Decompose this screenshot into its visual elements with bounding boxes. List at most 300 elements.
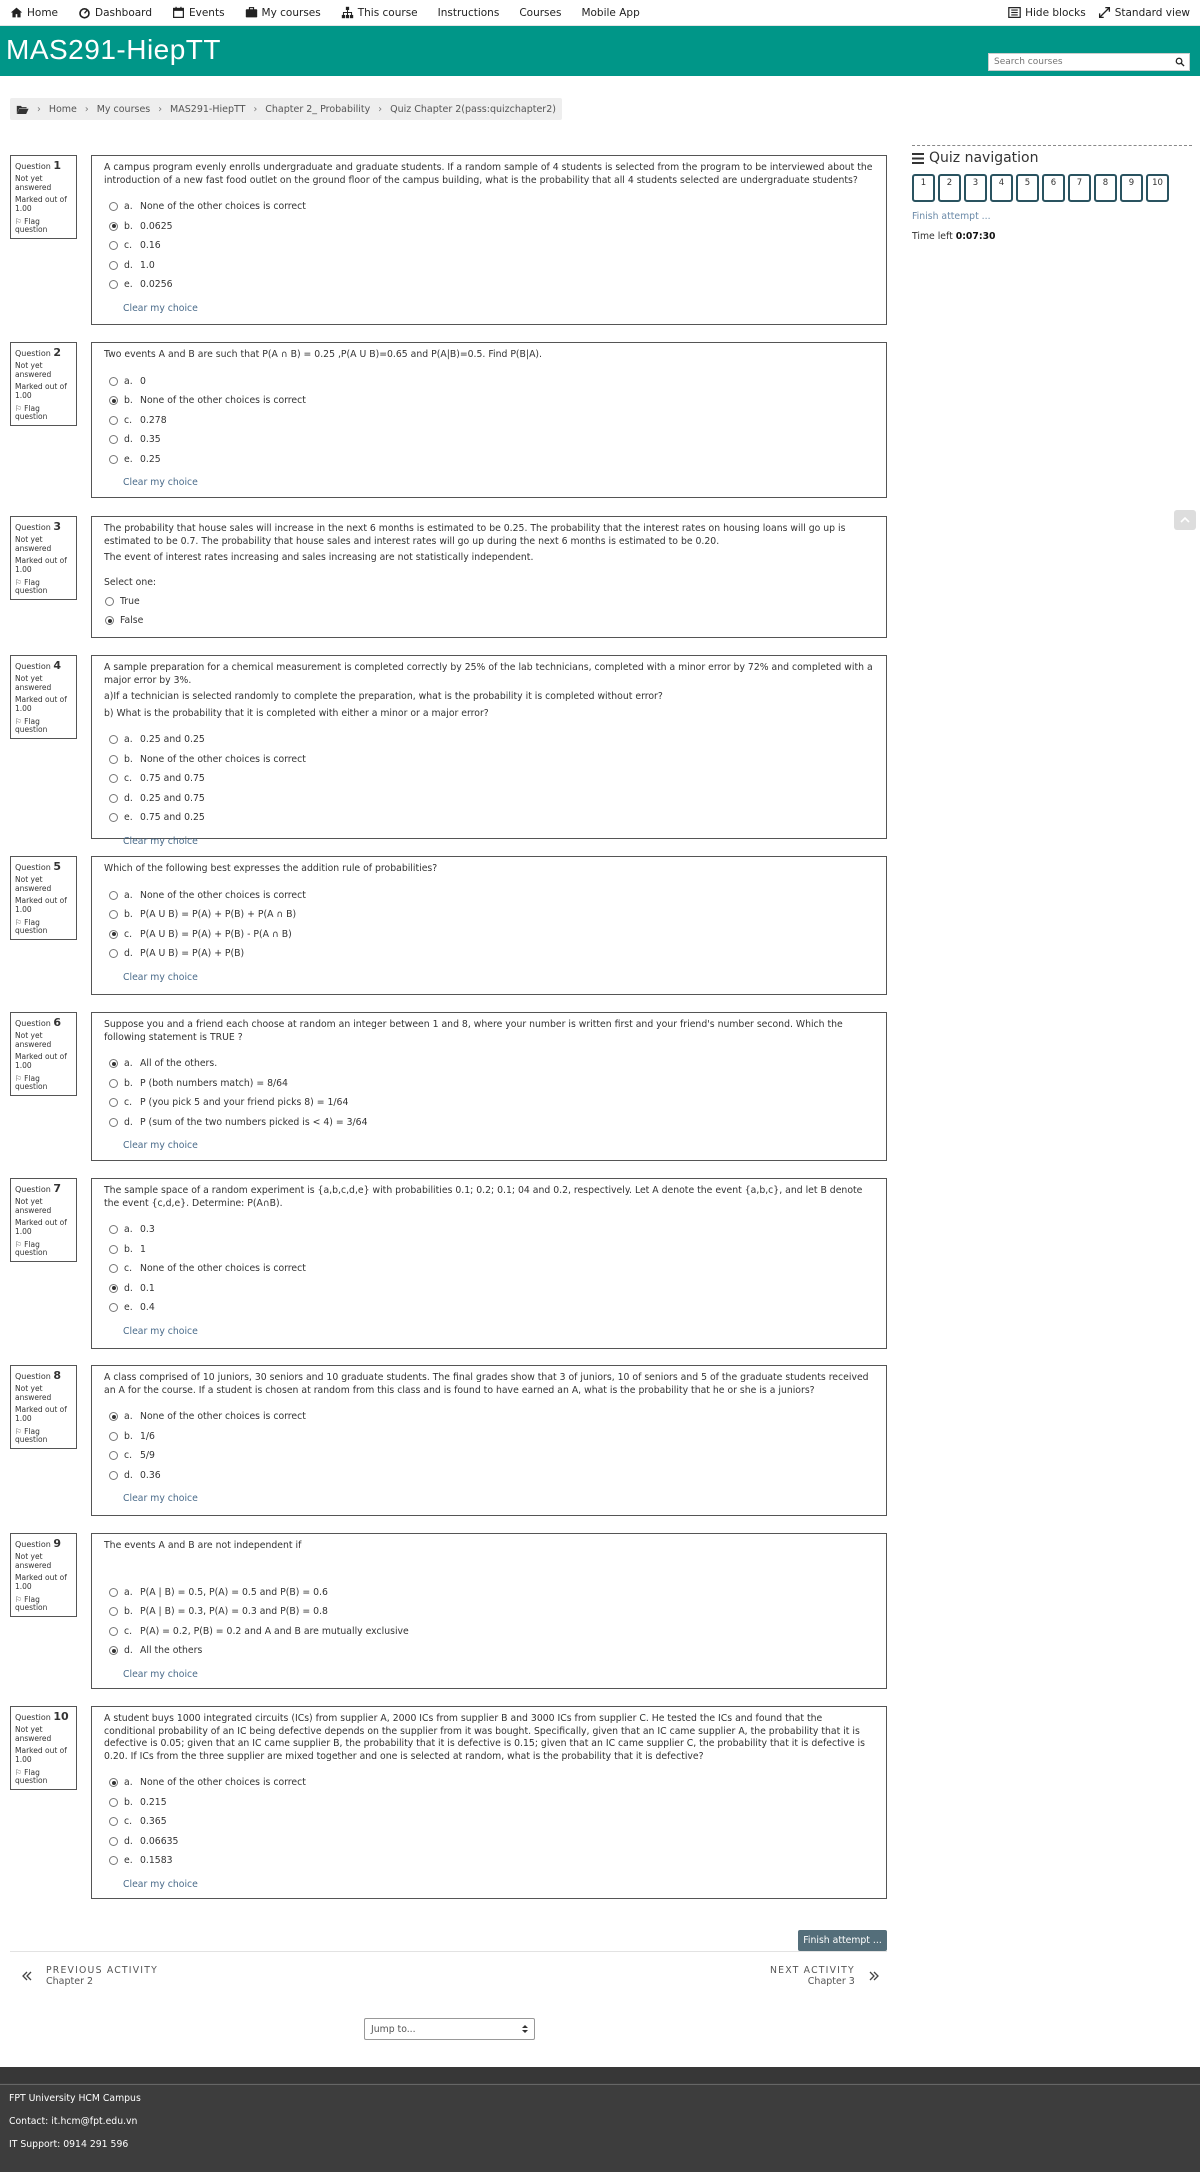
quiz-nav-buttons xyxy=(912,174,1192,202)
answer-list xyxy=(104,1220,874,1318)
answer-option[interactable] xyxy=(104,1832,874,1852)
question-text: A class comprised of 10 juniors, 30 seniors and 10 graduate students. The final grades show that 3 of juniors, 10 of seniors and 5 of the graduate students received an A for the course. If a student is chosen at random from this class and is found to have earned an A, what is the probability that he or she is a juniors? xyxy=(104,1372,869,1396)
radio-unchecked[interactable] xyxy=(109,1798,118,1807)
answer-text: P(A U B) = P(A) + P(B) - P(A ∩ B) xyxy=(140,928,292,940)
question-text: The sample space of a random experiment is {a,b,c,d,e} with probabilities 0.1; 0.2; 0.1; 04 and 0.2, respectively. Let A denote the event {a,b,c}, and let B denote the event {c,d,e}. Determine: P(A∩B). xyxy=(104,1185,863,1209)
answer-option[interactable] xyxy=(104,450,874,470)
answer-option[interactable] xyxy=(104,808,874,828)
previous-activity-link[interactable] xyxy=(22,1965,158,1987)
answer-text: True xyxy=(120,595,140,607)
question-1 xyxy=(10,155,887,325)
question-state: Not yet answered xyxy=(15,1552,52,1570)
answer-letter: e. xyxy=(124,453,133,465)
radio-unchecked[interactable] xyxy=(109,416,118,425)
answer-text: 0.75 and 0.75 xyxy=(140,773,205,785)
nav-events[interactable]: Events xyxy=(172,6,225,19)
radio-unchecked[interactable] xyxy=(109,794,118,803)
quiz-nav-question-9[interactable]: 9 xyxy=(1120,174,1143,202)
answer-list xyxy=(104,730,874,828)
previous-activity-label: PREVIOUS ACTIVITY xyxy=(46,1965,158,1976)
question-number: Question 7 xyxy=(15,1182,61,1195)
question-grade: Marked out of 1.00 xyxy=(15,896,67,914)
question-content xyxy=(91,1706,887,1899)
question-7 xyxy=(10,1178,887,1349)
answer-option[interactable] xyxy=(104,391,874,411)
answer-option[interactable] xyxy=(104,789,874,809)
quiz-nav-question-6[interactable]: 6 xyxy=(1042,174,1065,202)
radio-unchecked[interactable] xyxy=(109,735,118,744)
next-activity-label: NEXT ACTIVITY xyxy=(770,1965,855,1976)
question-info xyxy=(10,1533,77,1617)
double-chevron-left-icon xyxy=(22,1971,32,1981)
radio-unchecked[interactable] xyxy=(109,1607,118,1616)
radio-unchecked[interactable] xyxy=(109,377,118,386)
answer-letter: a. xyxy=(124,1058,133,1070)
answer-option[interactable] xyxy=(104,1054,874,1074)
question-state: Not yet answered xyxy=(15,674,52,692)
breadcrumb-separator: › xyxy=(378,103,383,115)
answer-letter: b. xyxy=(124,395,133,407)
clear-choice-link[interactable]: Clear my choice xyxy=(123,971,198,983)
question-state: Not yet answered xyxy=(15,1031,52,1049)
standard-view-button[interactable]: Standard view xyxy=(1098,6,1190,19)
breadcrumb-quiz[interactable]: Quiz Chapter 2(pass:quizchapter2) xyxy=(390,103,556,115)
radio-unchecked[interactable] xyxy=(109,455,118,464)
answer-text: P (sum of the two numbers picked is < 4) = 3/64 xyxy=(140,1116,368,1128)
answer-option[interactable] xyxy=(104,372,874,392)
radio-checked[interactable] xyxy=(109,1412,118,1421)
question-grade: Marked out of 1.00 xyxy=(15,195,67,213)
answer-letter: b. xyxy=(124,220,133,232)
answer-text: 0.278 xyxy=(140,414,167,426)
answer-text: P (both numbers match) = 8/64 xyxy=(140,1077,288,1089)
hide-blocks-button[interactable]: Hide blocks xyxy=(1008,6,1086,19)
answer-option[interactable] xyxy=(104,611,874,631)
question-2 xyxy=(10,342,887,498)
answer-text: 0.06635 xyxy=(140,1835,179,1847)
answer-text: P(A U B) = P(A) + P(B) + P(A ∩ B) xyxy=(140,909,297,921)
answer-option[interactable] xyxy=(104,1812,874,1832)
answer-option[interactable] xyxy=(104,1220,874,1240)
answer-letter: e. xyxy=(124,279,133,291)
answer-letter: c. xyxy=(124,1263,133,1275)
answer-letter: b. xyxy=(124,1606,133,1618)
answer-letter: a. xyxy=(124,734,133,746)
answer-text: None of the other choices is correct xyxy=(140,1263,306,1275)
finish-attempt-button[interactable]: Finish attempt ... xyxy=(798,1930,887,1951)
answer-text: 0.16 xyxy=(140,240,161,252)
question-info xyxy=(10,655,77,739)
answer-option[interactable] xyxy=(104,1851,874,1871)
flag-question-button[interactable]: ⚐ Flag question xyxy=(15,716,48,735)
search-icon[interactable] xyxy=(1171,54,1189,70)
answer-option[interactable] xyxy=(104,750,874,770)
question-grade: Marked out of 1.00 xyxy=(15,1052,67,1070)
question-grade: Marked out of 1.00 xyxy=(15,1746,67,1764)
answer-text: None of the other choices is correct xyxy=(140,889,306,901)
question-info xyxy=(10,1178,77,1262)
answer-letter: a. xyxy=(124,1411,133,1423)
answer-letter: c. xyxy=(124,928,133,940)
answer-text: P(A) = 0.2, P(B) = 0.2 and A and B are mutually exclusive xyxy=(140,1625,409,1637)
calendar-icon xyxy=(172,6,185,19)
radio-unchecked[interactable] xyxy=(109,1225,118,1234)
question-content xyxy=(91,1533,887,1689)
radio-unchecked[interactable] xyxy=(109,755,118,764)
question-text: A sample preparation for a chemical measurement is completed correctly by 25% of the lab technicians, completed with a minor error by 72% and completed with a major error by 3%. xyxy=(104,662,873,686)
briefcase-icon xyxy=(245,6,258,19)
flag-question-button[interactable]: ⚐ Flag question xyxy=(15,1239,48,1258)
quiz-nav-question-10[interactable]: 10 xyxy=(1146,174,1169,202)
answer-text: None of the other choices is correct xyxy=(140,201,306,213)
question-9 xyxy=(10,1533,887,1689)
jump-to-select[interactable]: Jump to... xyxy=(364,2018,535,2040)
answer-letter: b. xyxy=(124,1430,133,1442)
answer-letter: b. xyxy=(124,1796,133,1808)
answer-letter: a. xyxy=(124,1777,133,1789)
answer-text: All the others xyxy=(140,1645,203,1657)
answer-text: 0.0256 xyxy=(140,279,173,291)
select-one-label: Select one: xyxy=(104,576,157,588)
nav-mobile-app[interactable]: Mobile App xyxy=(581,6,640,19)
quiz-nav-question-7[interactable]: 7 xyxy=(1068,174,1091,202)
answer-option[interactable] xyxy=(104,236,874,256)
radio-checked[interactable] xyxy=(109,1059,118,1068)
answer-option[interactable] xyxy=(104,769,874,789)
footer-campus: FPT University HCM Campus xyxy=(9,2093,141,2104)
answer-option[interactable] xyxy=(104,430,874,450)
answer-option[interactable] xyxy=(104,1773,874,1793)
breadcrumb-separator: › xyxy=(158,103,163,115)
chevron-up-icon xyxy=(1180,516,1190,524)
breadcrumb-separator: › xyxy=(253,103,258,115)
flag-question-button[interactable]: ⚐ Flag question xyxy=(15,1073,48,1092)
answer-option[interactable] xyxy=(104,1240,874,1260)
answer-option[interactable] xyxy=(104,1279,874,1299)
question-info xyxy=(10,155,77,239)
radio-checked[interactable] xyxy=(109,1646,118,1655)
radio-unchecked[interactable] xyxy=(109,1245,118,1254)
radio-checked[interactable] xyxy=(109,222,118,231)
question-grade: Marked out of 1.00 xyxy=(15,382,67,400)
breadcrumb-course[interactable]: MAS291-HiepTT xyxy=(170,103,246,115)
answer-option[interactable] xyxy=(104,1427,874,1447)
radio-unchecked[interactable] xyxy=(109,949,118,958)
answer-option[interactable] xyxy=(104,886,874,906)
question-4 xyxy=(10,655,887,847)
home-icon xyxy=(10,6,23,19)
quiz-nav-question-4[interactable]: 4 xyxy=(990,174,1013,202)
radio-unchecked[interactable] xyxy=(109,1471,118,1480)
answer-option[interactable] xyxy=(104,1466,874,1486)
select-arrows-icon xyxy=(522,2024,528,2034)
breadcrumb-section[interactable]: Chapter 2_ Probability xyxy=(265,103,371,115)
radio-checked[interactable] xyxy=(109,1284,118,1293)
answer-option[interactable] xyxy=(104,1622,874,1642)
page-footer xyxy=(0,2067,1200,2172)
question-number: Question 9 xyxy=(15,1537,61,1550)
question-state: Not yet answered xyxy=(15,1725,52,1743)
answer-option[interactable] xyxy=(104,275,874,295)
radio-unchecked[interactable] xyxy=(109,280,118,289)
clear-choice-link[interactable]: Clear my choice xyxy=(123,1325,198,1337)
question-grade: Marked out of 1.00 xyxy=(15,1405,67,1423)
radio-checked[interactable] xyxy=(105,616,114,625)
question-number: Question 8 xyxy=(15,1369,61,1382)
answer-letter: c. xyxy=(124,1816,133,1828)
answer-letter: d. xyxy=(124,948,133,960)
answer-letter: d. xyxy=(124,434,133,446)
answer-list xyxy=(104,197,874,295)
question-grade: Marked out of 1.00 xyxy=(15,1218,67,1236)
hide-blocks-icon xyxy=(1008,6,1021,19)
answer-option[interactable] xyxy=(104,925,874,945)
flag-icon: ⚐ xyxy=(15,577,22,587)
question-10 xyxy=(10,1706,887,1899)
answer-text: 0.36 xyxy=(140,1469,161,1481)
radio-unchecked[interactable] xyxy=(109,1817,118,1826)
flag-icon: ⚐ xyxy=(15,1073,22,1083)
question-grade: Marked out of 1.00 xyxy=(15,556,67,574)
clear-choice-link[interactable]: Clear my choice xyxy=(123,1493,198,1505)
answer-text: P(A | B) = 0.5, P(A) = 0.5 and P(B) = 0.6 xyxy=(140,1586,328,1598)
next-activity-link[interactable] xyxy=(770,1965,879,1987)
answer-letter: c. xyxy=(124,414,133,426)
flag-question-button[interactable]: ⚐ Flag question xyxy=(15,216,48,235)
flag-icon: ⚐ xyxy=(15,917,22,927)
flag-question-button[interactable]: ⚐ Flag question xyxy=(15,1594,48,1613)
radio-unchecked[interactable] xyxy=(109,891,118,900)
answer-letter: e. xyxy=(124,1302,133,1314)
answer-text: None of the other choices is correct xyxy=(140,1777,306,1789)
radio-unchecked[interactable] xyxy=(109,1432,118,1441)
flag-icon: ⚐ xyxy=(15,216,22,226)
answer-text: 1/6 xyxy=(140,1430,155,1442)
question-text: The probability that house sales will increase in the next 6 months is estimated to be 0.25. The probability that the interest rates on housing loans will go up is estimated to be 0.7. The probability that house sales and interest rates will go up during the next 6 months is estimated to be 0.20. xyxy=(104,523,846,547)
answer-list xyxy=(104,1407,874,1485)
radio-unchecked[interactable] xyxy=(109,1079,118,1088)
radio-unchecked[interactable] xyxy=(109,774,118,783)
nav-this-course[interactable]: This course xyxy=(341,6,418,19)
answer-text: False xyxy=(120,615,144,627)
footer-contact: Contact: it.hcm@fpt.edu.vn xyxy=(9,2116,138,2127)
finish-attempt-link[interactable]: Finish attempt ... xyxy=(912,211,991,222)
answer-option[interactable] xyxy=(104,1583,874,1603)
radio-checked[interactable] xyxy=(109,396,118,405)
radio-unchecked[interactable] xyxy=(109,241,118,250)
radio-unchecked[interactable] xyxy=(109,435,118,444)
flag-question-button[interactable]: ⚐ Flag question xyxy=(15,1426,48,1445)
quiz-nav-question-1[interactable]: 1 xyxy=(912,174,935,202)
radio-unchecked[interactable] xyxy=(109,813,118,822)
answer-letter: a. xyxy=(124,375,133,387)
answer-text: 5/9 xyxy=(140,1450,155,1462)
question-info xyxy=(10,342,77,426)
answer-option[interactable] xyxy=(104,256,874,276)
flag-icon: ⚐ xyxy=(15,716,22,726)
question-state: Not yet answered xyxy=(15,535,52,553)
question-text: Which of the following best expresses the addition rule of probabilities? xyxy=(104,863,438,874)
footer-support: IT Support: 0914 291 596 xyxy=(9,2139,129,2150)
answer-option[interactable] xyxy=(104,197,874,217)
radio-unchecked[interactable] xyxy=(109,1588,118,1597)
question-number: Question 5 xyxy=(15,860,61,873)
answer-option[interactable] xyxy=(104,1074,874,1094)
answer-letter: e. xyxy=(124,812,133,824)
answer-option[interactable] xyxy=(104,905,874,925)
radio-unchecked[interactable] xyxy=(109,910,118,919)
question-number: Question 2 xyxy=(15,346,61,359)
answer-letter: d. xyxy=(124,1282,133,1294)
quiz-nav-question-2[interactable]: 2 xyxy=(938,174,961,202)
answer-list xyxy=(104,1773,874,1871)
nav-dashboard[interactable]: Dashboard xyxy=(78,6,152,19)
answer-letter: c. xyxy=(124,1625,133,1637)
answer-option[interactable] xyxy=(104,217,874,237)
answer-letter: d. xyxy=(124,1645,133,1657)
radio-unchecked[interactable] xyxy=(109,1303,118,1312)
answer-option[interactable] xyxy=(104,1446,874,1466)
clear-choice-link[interactable]: Clear my choice xyxy=(123,1878,198,1890)
answer-option[interactable] xyxy=(104,411,874,431)
question-content xyxy=(91,1365,887,1516)
answer-option[interactable] xyxy=(104,592,874,612)
answer-text: 0.3 xyxy=(140,1224,155,1236)
radio-unchecked[interactable] xyxy=(109,1264,118,1273)
radio-unchecked[interactable] xyxy=(109,1837,118,1846)
answer-letter: a. xyxy=(124,889,133,901)
nav-home[interactable]: Home xyxy=(10,6,58,19)
clear-choice-link[interactable]: Clear my choice xyxy=(123,1140,198,1152)
sitemap-icon xyxy=(341,6,354,19)
answer-option[interactable] xyxy=(104,1259,874,1279)
radio-unchecked[interactable] xyxy=(109,1451,118,1460)
radio-unchecked[interactable] xyxy=(109,1098,118,1107)
clear-choice-link[interactable]: Clear my choice xyxy=(123,477,198,489)
breadcrumb xyxy=(10,98,562,120)
radio-unchecked[interactable] xyxy=(109,1627,118,1636)
quiz-navigation-block xyxy=(912,145,1192,242)
question-state: Not yet answered xyxy=(15,875,52,893)
next-activity-name: Chapter 3 xyxy=(807,1976,855,1987)
question-text: Two events A and B are such that P(A ∩ B) = 0.25 ,P(A U B)=0.65 and P(A|B)=0.5. Find P(B|A). xyxy=(104,349,543,360)
answer-option[interactable] xyxy=(104,1298,874,1318)
answer-text: All of the others. xyxy=(140,1058,218,1070)
search-input[interactable] xyxy=(989,54,1171,70)
time-left-value: 0:07:30 xyxy=(955,231,996,242)
answer-list xyxy=(104,886,874,964)
answer-letter: d. xyxy=(124,792,133,804)
question-number: Question 4 xyxy=(15,659,61,672)
answer-option[interactable] xyxy=(104,1641,874,1661)
question-8 xyxy=(10,1365,887,1516)
nav-courses[interactable]: Courses xyxy=(519,6,562,19)
answer-option[interactable] xyxy=(104,1113,874,1133)
answer-text: P(A U B) = P(A) + P(B) xyxy=(140,948,245,960)
dashboard-icon xyxy=(78,6,91,19)
clear-choice-link[interactable]: Clear my choice xyxy=(123,1668,198,1680)
answer-letter: b. xyxy=(124,1077,133,1089)
radio-unchecked[interactable] xyxy=(109,1856,118,1865)
nav-instructions[interactable]: Instructions xyxy=(437,6,500,19)
answer-text: 0.1 xyxy=(140,1282,155,1294)
answer-letter: b. xyxy=(124,909,133,921)
answer-option[interactable] xyxy=(104,1093,874,1113)
course-title: MAS291-HiepTT xyxy=(6,34,222,65)
answer-letter: c. xyxy=(124,1450,133,1462)
question-content xyxy=(91,516,887,638)
breadcrumb-home[interactable]: Home xyxy=(48,103,77,115)
question-text: a)If a technician is selected randomly to complete the preparation, what is the probability it is completed without error? xyxy=(104,691,663,703)
question-state: Not yet answered xyxy=(15,361,52,379)
question-text: A campus program evenly enrolls undergraduate and graduate students. If a random sample of 4 students is selected from the program to be interviewed about the introduction of a new fast food outlet on the ground floor of the campus building, what is the probability that all 4 students selected are undergraduate students? xyxy=(104,162,873,186)
flag-icon: ⚐ xyxy=(15,1239,22,1249)
answer-letter: c. xyxy=(124,773,133,785)
flag-question-button[interactable]: ⚐ Flag question xyxy=(15,1767,48,1786)
question-state: Not yet answered xyxy=(15,1197,52,1215)
answer-text: 1 xyxy=(140,1243,146,1255)
clear-choice-link[interactable]: Clear my choice xyxy=(123,835,198,847)
radio-checked[interactable] xyxy=(109,930,118,939)
flag-icon: ⚐ xyxy=(15,1426,22,1436)
scroll-to-top-button[interactable] xyxy=(1174,510,1196,530)
radio-unchecked[interactable] xyxy=(109,261,118,270)
question-state: Not yet answered xyxy=(15,174,52,192)
quiz-navigation-title: Quiz navigation xyxy=(929,150,1039,166)
clear-choice-link[interactable]: Clear my choice xyxy=(123,302,198,314)
radio-unchecked[interactable] xyxy=(105,597,114,606)
folder-open-icon xyxy=(16,104,29,115)
question-content xyxy=(91,856,887,995)
breadcrumb-my-courses[interactable]: My courses xyxy=(96,103,151,115)
quiz-nav-question-3[interactable]: 3 xyxy=(964,174,987,202)
radio-unchecked[interactable] xyxy=(109,1118,118,1127)
question-number: Question 1 xyxy=(15,159,61,172)
flag-question-button[interactable]: ⚐ Flag question xyxy=(15,403,48,422)
question-info xyxy=(10,856,77,940)
question-number: Question 6 xyxy=(15,1016,61,1029)
time-left: Time left 0:07:30 xyxy=(912,231,996,242)
answer-letter: d. xyxy=(124,1835,133,1847)
answer-text: 0.25 and 0.25 xyxy=(140,734,205,746)
breadcrumb-separator: › xyxy=(84,103,89,115)
question-text: A student buys 1000 integrated circuits (ICs) from supplier A, 2000 ICs from supplier B and 3000 ICs from supplier C. He tested the ICs and found that the conditional probability of an IC being defective depends on the supplier from it was bought. Specifically, given that an IC came supplier A, the probability that it is defective is 0.05; given that an IC came supplier B, the probability that it is defective is 0.15; given that an IC came supplier C, the probability that it is defective is 0.20. If ICs from the three supplier are mixed together and one is selected at random, what is the probability that it is defective? xyxy=(104,1713,865,1762)
search-courses xyxy=(988,53,1190,71)
answer-text: 0.1583 xyxy=(140,1855,173,1867)
flag-icon: ⚐ xyxy=(15,403,22,413)
question-info xyxy=(10,1706,77,1790)
answer-option[interactable] xyxy=(104,730,874,750)
flag-question-button[interactable]: ⚐ Flag question xyxy=(15,577,48,596)
radio-unchecked[interactable] xyxy=(109,202,118,211)
radio-checked[interactable] xyxy=(109,1778,118,1787)
nav-my-courses[interactable]: My courses xyxy=(245,6,321,19)
question-grade: Marked out of 1.00 xyxy=(15,1573,67,1591)
answer-text: 0.35 xyxy=(140,434,161,446)
answer-text: 0.4 xyxy=(140,1302,155,1314)
answer-letter: b. xyxy=(124,753,133,765)
quiz-nav-question-8[interactable]: 8 xyxy=(1094,174,1117,202)
answer-option[interactable] xyxy=(104,1793,874,1813)
answer-letter: a. xyxy=(124,1224,133,1236)
quiz-nav-question-5[interactable]: 5 xyxy=(1016,174,1039,202)
answer-option[interactable] xyxy=(104,944,874,964)
answer-option[interactable] xyxy=(104,1602,874,1622)
answer-text: 0 xyxy=(140,375,146,387)
answer-letter: e. xyxy=(124,1855,133,1867)
flag-question-button[interactable]: ⚐ Flag question xyxy=(15,917,48,936)
answer-option[interactable] xyxy=(104,1407,874,1427)
